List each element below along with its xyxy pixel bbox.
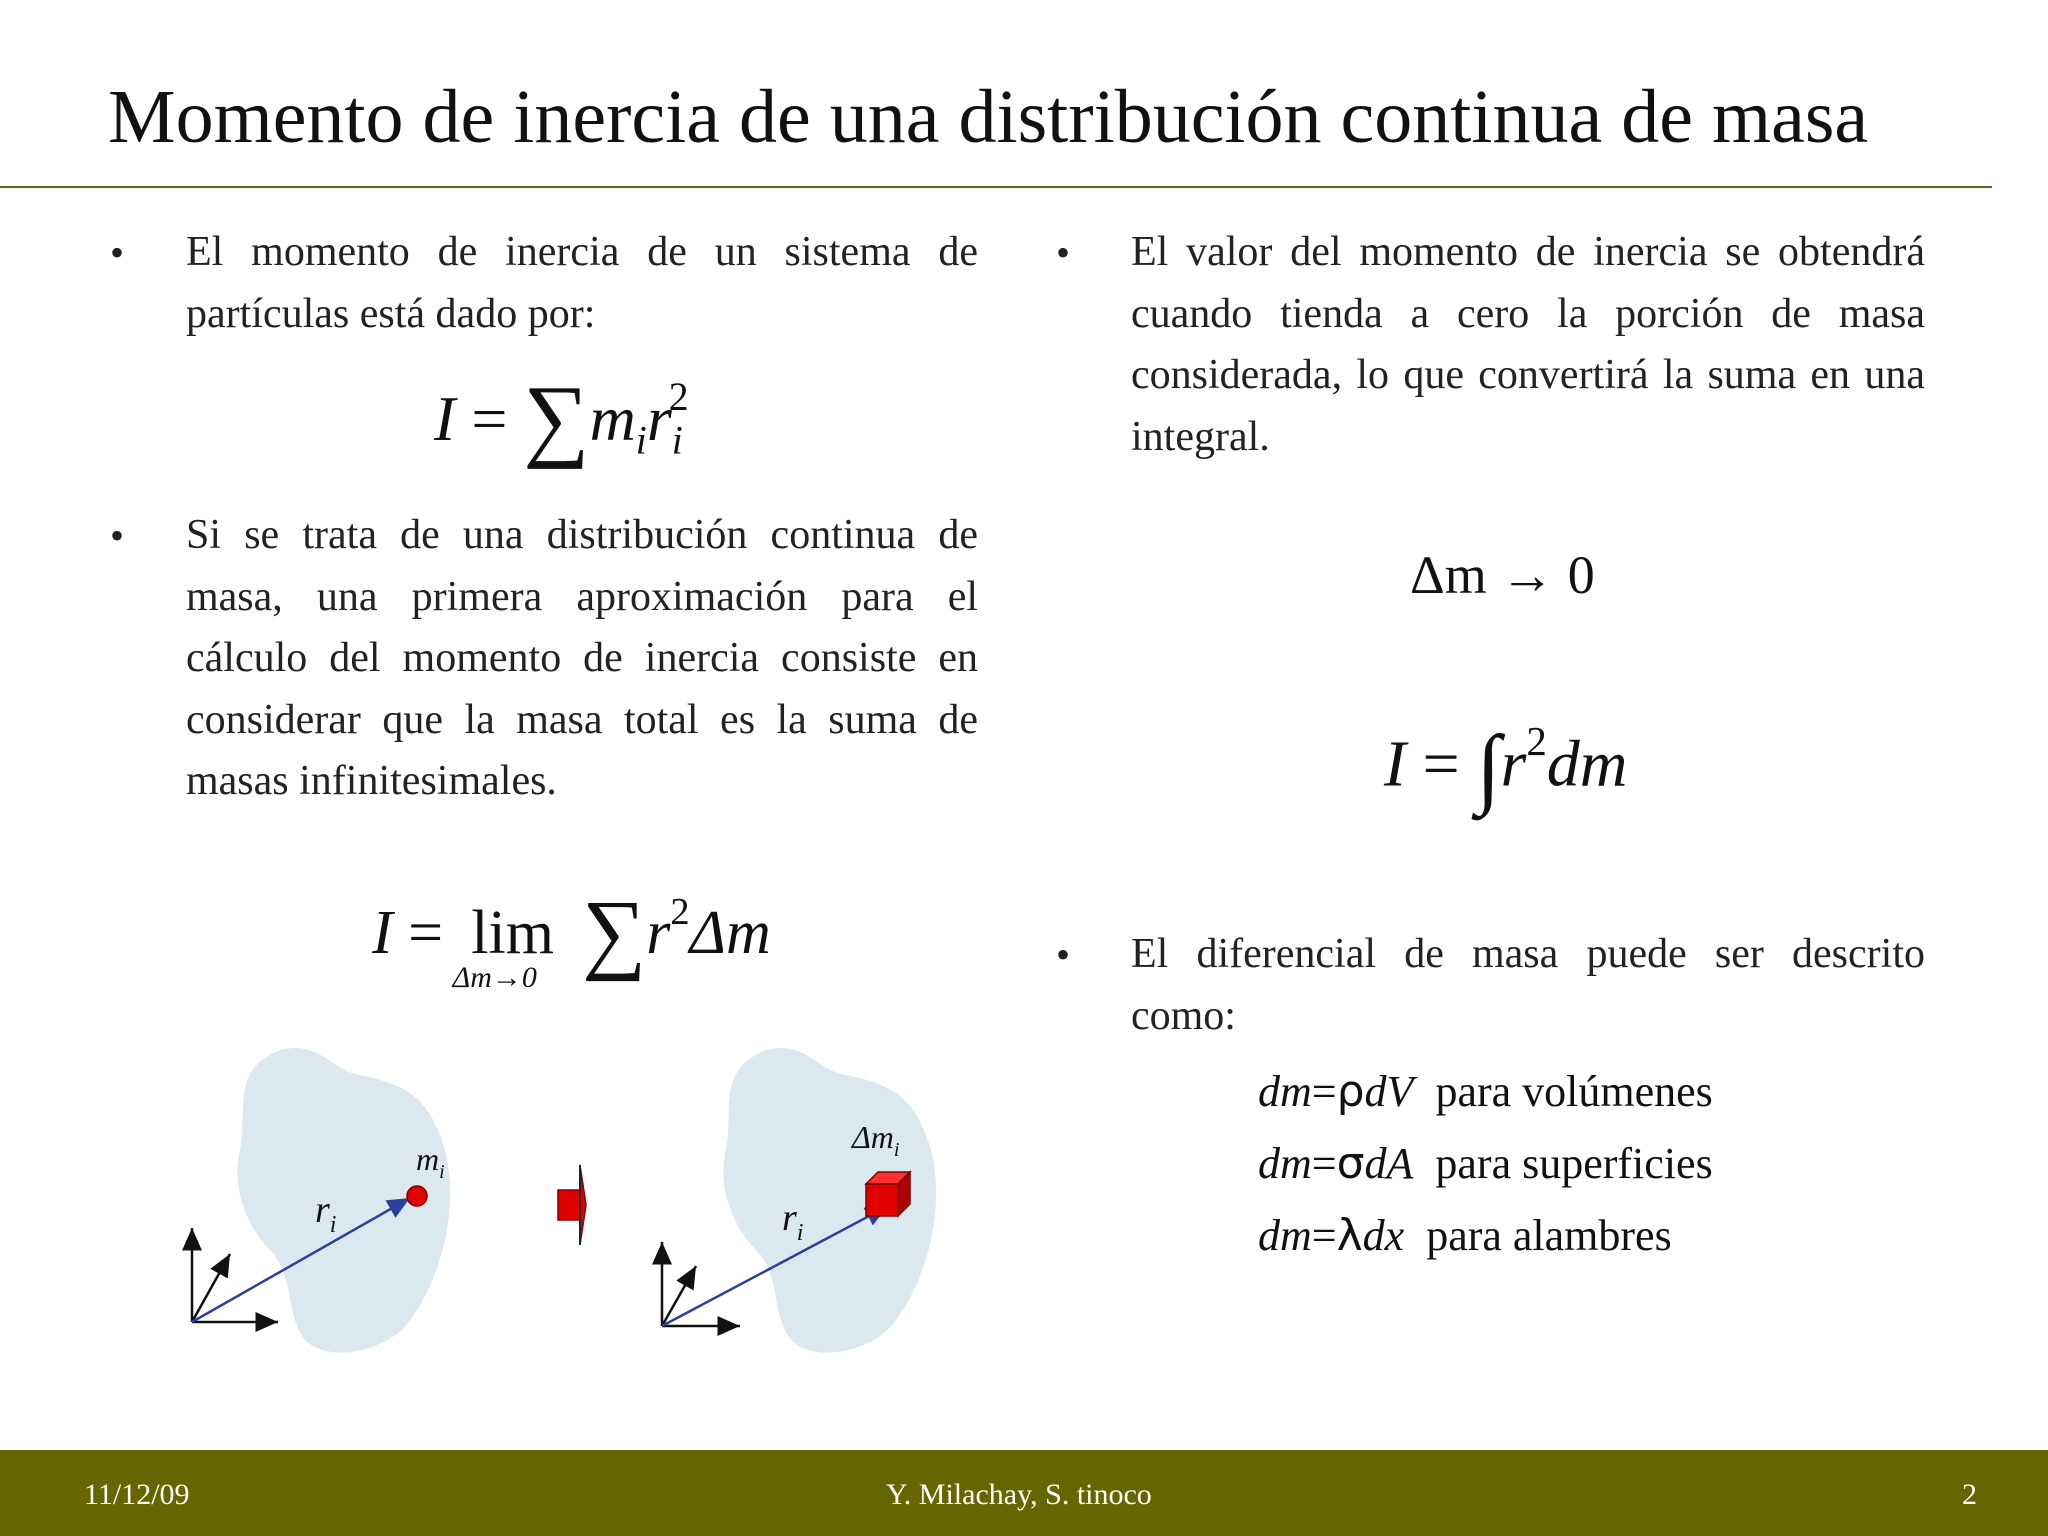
slide-title: Momento de inercia de una distribución continua de masa bbox=[108, 75, 1869, 159]
eq-delta-m: Δm bbox=[689, 898, 771, 967]
eq-m: m bbox=[589, 382, 636, 454]
eq-square: 2 bbox=[1526, 719, 1547, 764]
eq-dm: dm bbox=[1546, 727, 1628, 801]
footer-page-number: 2 bbox=[1962, 1478, 1977, 1511]
dm-eq: = bbox=[1311, 1067, 1337, 1116]
eq-r: r bbox=[646, 382, 672, 454]
label-ri-r: r bbox=[782, 1197, 797, 1239]
dm-case-volume bbox=[1258, 1056, 1713, 1128]
dm-label: para volúmenes bbox=[1435, 1067, 1713, 1116]
dm-lhs: dm bbox=[1258, 1211, 1312, 1260]
label-mi-i: i bbox=[439, 1161, 445, 1183]
eq-square: 2 bbox=[670, 891, 690, 933]
label-delta-mi bbox=[850, 1119, 899, 1161]
eq-symbol-I: I bbox=[434, 382, 456, 454]
label-dmi-i: i bbox=[893, 1139, 900, 1161]
bullet-marker: • bbox=[110, 513, 125, 558]
label-ri-i: i bbox=[796, 1220, 804, 1246]
eq-subscript-i: i bbox=[671, 418, 683, 463]
bullet-marker: • bbox=[1056, 230, 1071, 275]
eq-square: 2 bbox=[668, 375, 689, 419]
mass-distribution-figure bbox=[170, 1040, 1000, 1380]
dm-density: ρ bbox=[1336, 1066, 1365, 1117]
dm-lhs: dm bbox=[1258, 1139, 1312, 1188]
dm-density: σ bbox=[1336, 1138, 1365, 1189]
dm-label: para alambres bbox=[1426, 1211, 1672, 1260]
mass-element-cube bbox=[866, 1172, 910, 1216]
dm-diff: dx bbox=[1362, 1211, 1405, 1260]
bullet-marker: • bbox=[110, 230, 125, 275]
dm-density: λ bbox=[1336, 1210, 1363, 1261]
label-dmi-delta: Δm bbox=[852, 1119, 894, 1155]
eq-symbol-I: I bbox=[1384, 727, 1406, 801]
eq-symbol-I: I bbox=[372, 898, 393, 967]
dm-case-wire bbox=[1258, 1200, 1672, 1272]
eq-r: r bbox=[646, 898, 671, 967]
eq-sigma: ∑ bbox=[523, 367, 590, 471]
eq-equals: = bbox=[408, 898, 444, 967]
title-divider bbox=[0, 186, 1992, 188]
footer-date: 11/12/09 bbox=[84, 1478, 190, 1511]
eq-subscript-i: i bbox=[635, 418, 647, 463]
dm-label: para superficies bbox=[1435, 1139, 1713, 1188]
eq-sigma: ∑ bbox=[582, 882, 647, 982]
left-bullet-2-text: Si se trata de una distribución continua de masa, una primera aproximación para el cálculo del momento de inercia consiste en considerar que la masa total es la suma de masas infinitesimales. bbox=[186, 512, 978, 804]
right-bullet-1-text: El valor del momento de inercia se obtendrá cuando tienda a cero la porción de masa considerada, lo que convertirá la suma en una integral. bbox=[1131, 229, 1925, 460]
dm-eq: = bbox=[1311, 1139, 1337, 1188]
eq-r: r bbox=[1500, 727, 1527, 801]
eq-limit bbox=[452, 891, 567, 994]
dm-eq: = bbox=[1311, 1211, 1337, 1260]
equation-sum-particles bbox=[434, 352, 689, 486]
equation-limit-sum bbox=[372, 870, 771, 994]
footer-authors: Y. Milachay, S. tinoco bbox=[886, 1478, 1152, 1511]
eq-lim-word: lim bbox=[471, 898, 554, 967]
eq-lim-subscript: Δm→0 bbox=[452, 960, 537, 994]
dm-lhs: dm bbox=[1258, 1067, 1312, 1116]
bullet-marker: • bbox=[1056, 932, 1071, 977]
eq-integral-sign: ∫ bbox=[1476, 718, 1501, 817]
point-mass-mi bbox=[407, 1186, 427, 1206]
left-bullet-1-text: El momento de inercia de un sistema de partículas está dado por: bbox=[186, 229, 978, 337]
eq-equals: = bbox=[1422, 727, 1460, 801]
label-ri-i: i bbox=[329, 1212, 337, 1238]
transition-arrow bbox=[558, 1165, 586, 1245]
equation-delta-m-limit: Δm → 0 bbox=[1410, 545, 1595, 605]
label-ri-r: r bbox=[315, 1189, 330, 1231]
equation-integral bbox=[1384, 692, 1627, 817]
dm-case-surface bbox=[1258, 1128, 1713, 1200]
eq-equals: = bbox=[471, 382, 508, 454]
right-bullet-2-text: El diferencial de masa puede ser descrito como: bbox=[1131, 931, 1925, 1039]
dm-diff: dV bbox=[1364, 1067, 1414, 1116]
dm-diff: dA bbox=[1364, 1139, 1414, 1188]
label-mi-m: m bbox=[416, 1141, 440, 1177]
